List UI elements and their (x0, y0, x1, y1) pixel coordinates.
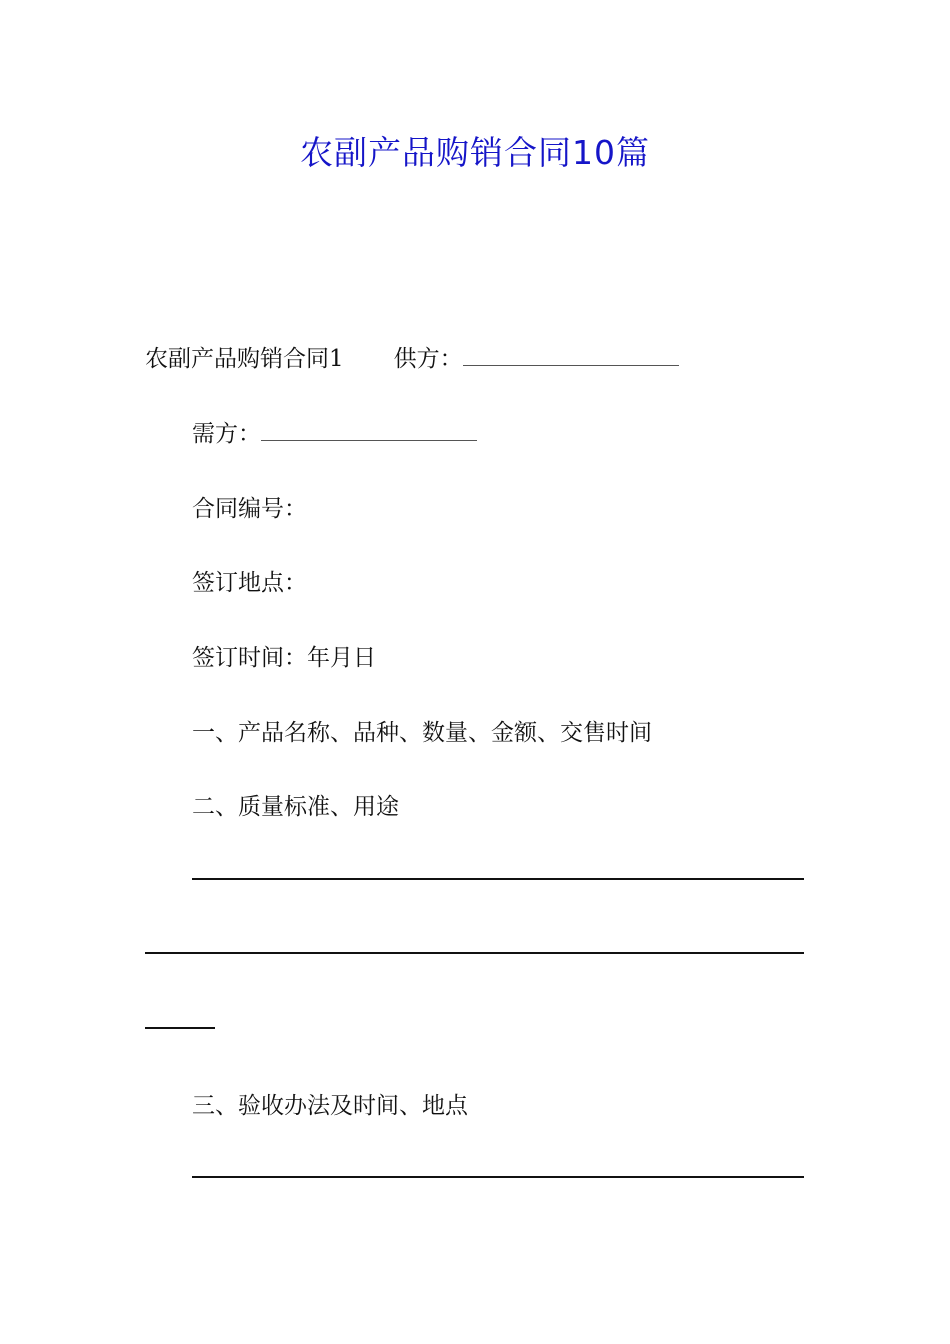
section-title: 二、质量标准、用途 (192, 794, 399, 820)
contract-heading: 农副产品购销合同1 (145, 346, 344, 372)
fill-in-rule (192, 1176, 804, 1178)
buyer-blank (261, 422, 477, 441)
sign-place-label: 签订地点： (192, 570, 307, 596)
fill-in-rule (145, 1027, 215, 1029)
sign-time-label: 签订时间：年月日 (192, 645, 376, 671)
fill-in-rule (145, 952, 804, 954)
supplier-blank (463, 347, 679, 366)
heading-line (145, 342, 679, 376)
section-title: 一、产品名称、品种、数量、金额、交售时间 (192, 720, 652, 746)
buyer-line (192, 417, 477, 451)
document-title: 农副产品购销合同10篇 (300, 133, 650, 172)
fill-in-rule (192, 878, 804, 880)
supplier-label: 供方： (393, 346, 463, 372)
contract-no-label: 合同编号： (192, 496, 307, 522)
section-title: 三、验收办法及时间、地点 (192, 1093, 468, 1119)
buyer-label: 需方： (192, 421, 261, 447)
